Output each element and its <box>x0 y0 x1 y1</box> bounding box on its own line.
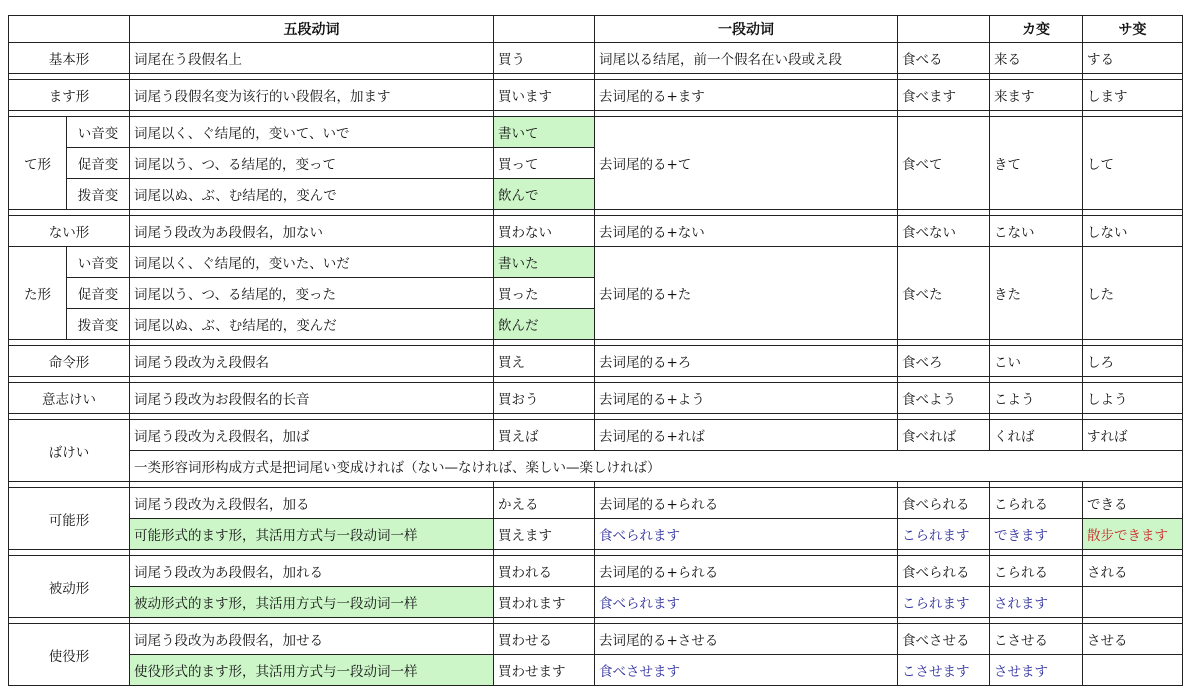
godan-rule: 词尾以ぬ、ぶ、む结尾的，变んで <box>130 179 494 210</box>
sa-example: しよう <box>1083 383 1183 414</box>
sa-example: する <box>1083 43 1183 74</box>
godan-rule: 词尾う段改为え段假名 <box>130 346 494 377</box>
row-shieki-1 <box>9 624 1183 655</box>
header-ichidan-example <box>898 16 990 43</box>
conjugation-table <box>8 15 1183 686</box>
row-label: 使役形 <box>9 624 130 686</box>
ichidan-example: 食べよう <box>898 383 990 414</box>
ichidan-rule: 去词尾的る+させる <box>595 624 898 655</box>
ichidan-example: 食べて <box>898 117 990 210</box>
godan-example: 買わせる <box>494 624 595 655</box>
ichidan-example: 食べる <box>898 43 990 74</box>
row-label: て形 <box>9 117 67 210</box>
header-corner <box>9 16 130 43</box>
ka-example: くれば <box>990 420 1083 451</box>
row-meirei <box>9 346 1183 377</box>
ichidan-example: 食べられる <box>898 488 990 519</box>
row-label: 意志けい <box>9 383 130 414</box>
ichidan-rule: 食べられます <box>595 519 898 550</box>
godan-example: 買わせます <box>494 655 595 686</box>
ichidan-rule: 去词尾的る+て <box>595 117 898 210</box>
godan-rule: 词尾う段改为お段假名的长音 <box>130 383 494 414</box>
ichidan-example: こられます <box>898 587 990 618</box>
sub-label: 拨音变 <box>67 309 130 340</box>
ichidan-example: 食べられる <box>898 556 990 587</box>
header-row <box>9 16 1183 43</box>
ichidan-rule: 食べさせます <box>595 655 898 686</box>
sa-example <box>1083 655 1183 686</box>
ichidan-rule: 去词尾的る+れば <box>595 420 898 451</box>
sa-example: した <box>1083 247 1183 340</box>
sa-example: できる <box>1083 488 1183 519</box>
godan-rule: 使役形式的ます形，其活用方式与一段动词一样 <box>130 655 494 686</box>
ichidan-rule: 去词尾的る+ろ <box>595 346 898 377</box>
godan-rule: 词尾以う、つ、る结尾的，变った <box>130 278 494 309</box>
godan-example: 飲んで <box>494 179 595 210</box>
row-kihon <box>9 43 1183 74</box>
sa-example: すれば <box>1083 420 1183 451</box>
row-kanou-2 <box>9 519 1183 550</box>
adjective-note: 一类形容词形构成方式是把词尾い变成ければ（ない—なければ、楽しい—楽しければ） <box>130 451 1183 482</box>
ka-example: きて <box>990 117 1083 210</box>
godan-example: 買われる <box>494 556 595 587</box>
sa-example: 散步できます <box>1083 519 1183 550</box>
godan-example: 買います <box>494 80 595 111</box>
ka-example: されます <box>990 587 1083 618</box>
ichidan-rule: 去词尾的る+た <box>595 247 898 340</box>
row-ukemi-1 <box>9 556 1183 587</box>
ichidan-rule: 去词尾的る+ない <box>595 216 898 247</box>
godan-rule: 词尾以く、ぐ结尾的，变いた、いだ <box>130 247 494 278</box>
row-label: ない形 <box>9 216 130 247</box>
header-godan: 五段动词 <box>130 16 494 43</box>
ka-example: こさせる <box>990 624 1083 655</box>
ichidan-rule: 词尾以る结尾，前一个假名在い段或え段 <box>595 43 898 74</box>
godan-example: 買う <box>494 43 595 74</box>
godan-rule: 词尾以う、つ、る结尾的，变って <box>130 148 494 179</box>
row-ta-1 <box>9 247 1183 278</box>
ichidan-example: こられます <box>898 519 990 550</box>
ichidan-rule: 去词尾的る+られる <box>595 488 898 519</box>
godan-example: 買われます <box>494 587 595 618</box>
sub-label: い音变 <box>67 247 130 278</box>
ka-example: こられる <box>990 556 1083 587</box>
row-ba-1 <box>9 420 1183 451</box>
godan-rule: 词尾う段改为あ段假名，加れる <box>130 556 494 587</box>
row-ishi <box>9 383 1183 414</box>
header-ichidan: 一段动词 <box>595 16 898 43</box>
row-nai <box>9 216 1183 247</box>
row-label: 命令形 <box>9 346 130 377</box>
godan-example: 買え <box>494 346 595 377</box>
ichidan-example: 食べない <box>898 216 990 247</box>
godan-example: かえる <box>494 488 595 519</box>
ka-example: こない <box>990 216 1083 247</box>
row-label: 被动形 <box>9 556 130 618</box>
ichidan-rule: 去词尾的る+ます <box>595 80 898 111</box>
sub-label: 促音变 <box>67 278 130 309</box>
row-te-1 <box>9 117 1183 148</box>
sa-example: される <box>1083 556 1183 587</box>
godan-example: 書いて <box>494 117 595 148</box>
row-label: 基本形 <box>9 43 130 74</box>
row-ba-note <box>9 451 1183 482</box>
header-ka: カ变 <box>990 16 1083 43</box>
row-ukemi-2 <box>9 587 1183 618</box>
ka-example: きた <box>990 247 1083 340</box>
sub-label: い音变 <box>67 117 130 148</box>
conjugation-table-container <box>8 15 1183 686</box>
row-label: た形 <box>9 247 67 340</box>
godan-example: 買おう <box>494 383 595 414</box>
sub-label: 促音变 <box>67 148 130 179</box>
godan-example: 飲んだ <box>494 309 595 340</box>
godan-rule: 词尾う段改为あ段假名，加ない <box>130 216 494 247</box>
godan-rule: 词尾う段改为え段假名，加る <box>130 488 494 519</box>
sa-example <box>1083 587 1183 618</box>
ka-example: 来る <box>990 43 1083 74</box>
godan-rule: 词尾う段改为え段假名，加ば <box>130 420 494 451</box>
godan-example: 買って <box>494 148 595 179</box>
ka-example: できます <box>990 519 1083 550</box>
sa-example: します <box>1083 80 1183 111</box>
godan-rule: 词尾在う段假名上 <box>130 43 494 74</box>
ichidan-rule: 去词尾的る+られる <box>595 556 898 587</box>
ichidan-example: 食べろ <box>898 346 990 377</box>
sa-example: しろ <box>1083 346 1183 377</box>
row-kanou-1 <box>9 488 1183 519</box>
header-sa: サ变 <box>1083 16 1183 43</box>
godan-example: 書いた <box>494 247 595 278</box>
row-shieki-2 <box>9 655 1183 686</box>
ka-example: 来ます <box>990 80 1083 111</box>
ka-example: こよう <box>990 383 1083 414</box>
ka-example: こい <box>990 346 1083 377</box>
godan-rule: 词尾う段假名变为该行的い段假名，加ます <box>130 80 494 111</box>
ichidan-example: 食べれば <box>898 420 990 451</box>
godan-example: 買えば <box>494 420 595 451</box>
godan-example: 買わない <box>494 216 595 247</box>
sa-example: させる <box>1083 624 1183 655</box>
godan-rule: 词尾以く、ぐ结尾的，变いて、いで <box>130 117 494 148</box>
godan-example: 買った <box>494 278 595 309</box>
ichidan-rule: 食べられます <box>595 587 898 618</box>
sub-label: 拨音变 <box>67 179 130 210</box>
ichidan-example: 食べた <box>898 247 990 340</box>
ichidan-rule: 去词尾的る+よう <box>595 383 898 414</box>
godan-rule: 词尾以ぬ、ぶ、む结尾的，变んだ <box>130 309 494 340</box>
sa-example: しない <box>1083 216 1183 247</box>
ichidan-example: 食べます <box>898 80 990 111</box>
header-godan-example <box>494 16 595 43</box>
godan-rule: 被动形式的ます形，其活用方式与一段动词一样 <box>130 587 494 618</box>
ka-example: させます <box>990 655 1083 686</box>
ichidan-example: こさせます <box>898 655 990 686</box>
godan-example: 買えます <box>494 519 595 550</box>
godan-rule: 可能形式的ます形，其活用方式与一段动词一样 <box>130 519 494 550</box>
row-masu <box>9 80 1183 111</box>
ichidan-example: 食べさせる <box>898 624 990 655</box>
godan-rule: 词尾う段改为あ段假名，加せる <box>130 624 494 655</box>
row-label: ます形 <box>9 80 130 111</box>
ka-example: こられる <box>990 488 1083 519</box>
sa-example: して <box>1083 117 1183 210</box>
row-label: ばけい <box>9 420 130 482</box>
row-label: 可能形 <box>9 488 130 550</box>
